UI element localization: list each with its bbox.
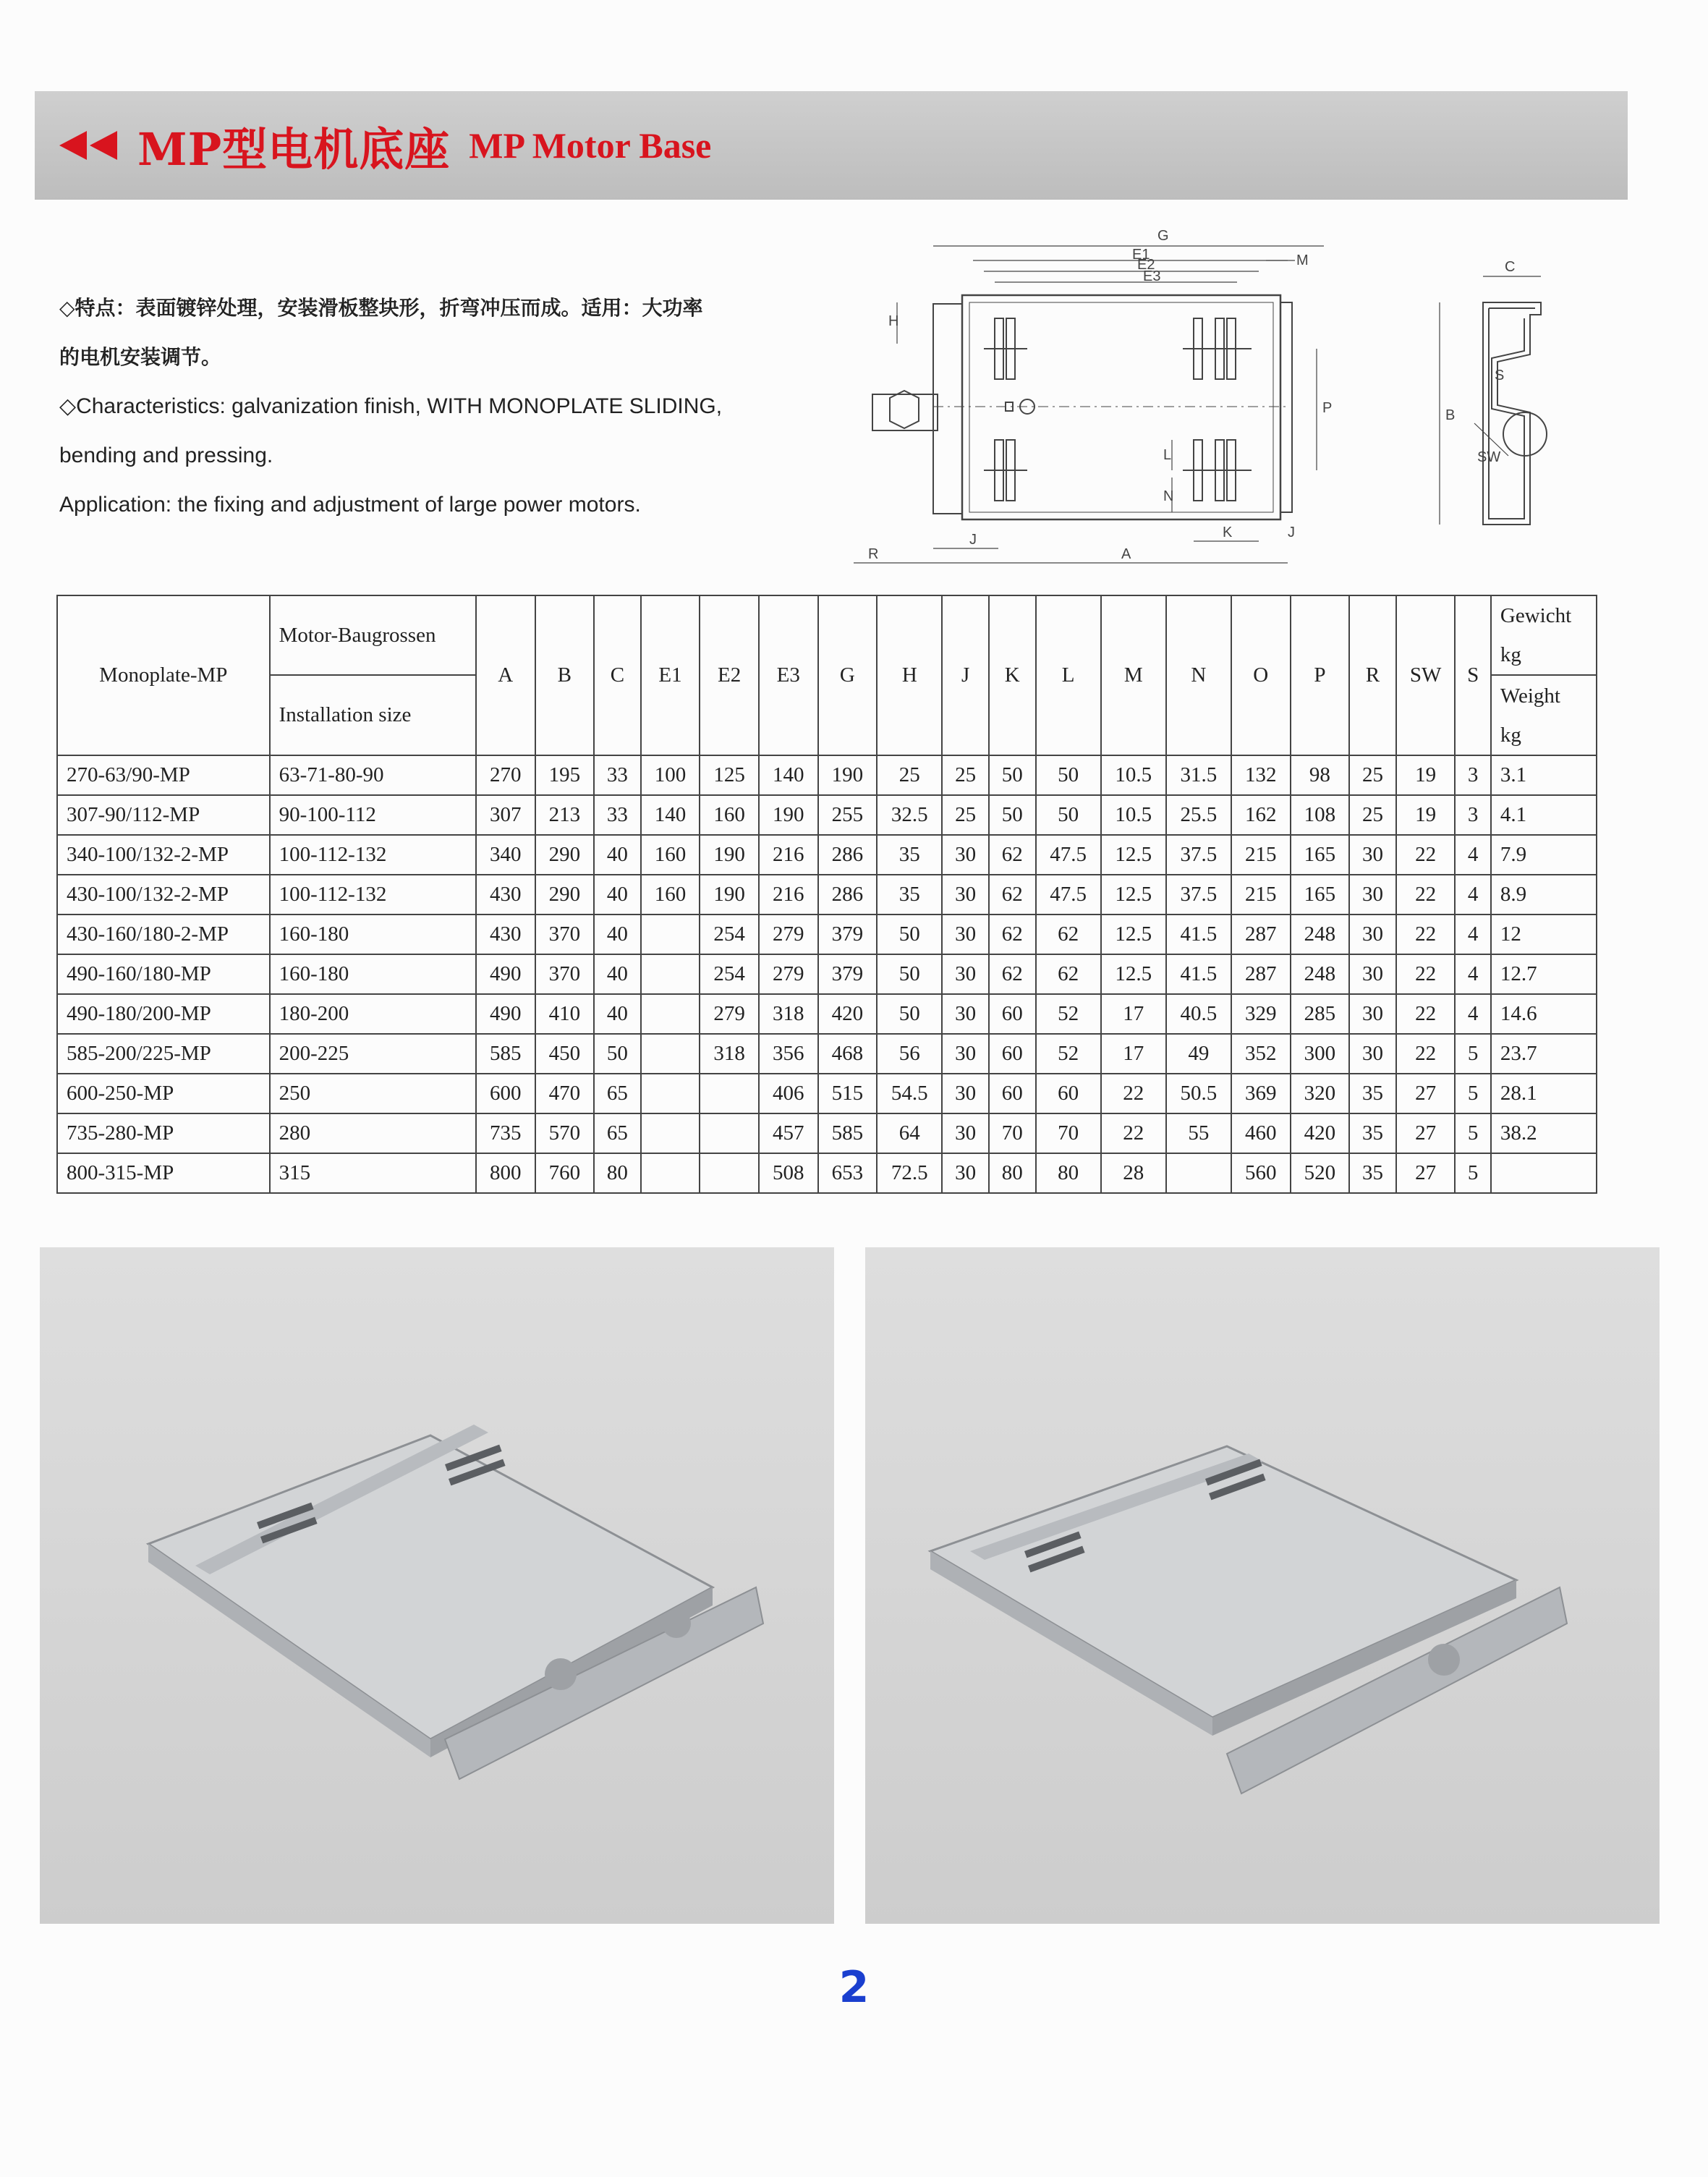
dimension-cell: 62 [1036,914,1101,954]
dimension-cell: 195 [535,755,595,795]
dimension-cell: 560 [1231,1153,1291,1193]
header-e3: E3 [759,595,818,755]
dimension-cell: 340 [476,835,535,875]
dimension-cell: 30 [1349,1034,1396,1074]
dimension-cell: 30 [1349,835,1396,875]
dimension-cell: 10.5 [1101,755,1166,795]
dimension-cell: 52 [1036,1034,1101,1074]
installation-size-cell: 160-180 [270,914,476,954]
dimension-cell: 35 [877,835,942,875]
dimension-cell: 406 [759,1074,818,1113]
dim-a-label: A [1121,546,1131,562]
dimension-cell: 160 [700,795,759,835]
dimension-cell: 22 [1396,914,1456,954]
dimension-cell: 508 [759,1153,818,1193]
dimension-cell: 32.5 [877,795,942,835]
dimension-cell: 329 [1231,994,1291,1034]
dimension-cell: 22 [1396,994,1456,1034]
dim-sw-label: SW [1477,449,1501,465]
dimension-cell: 165 [1291,875,1350,914]
dimension-cell: 307 [476,795,535,835]
dimension-cell: 62 [989,835,1036,875]
dim-e3-label: E3 [1143,268,1161,284]
dimension-cell: 165 [1291,835,1350,875]
dimension-cell: 5 [1455,1074,1490,1113]
dimension-cell: 287 [1231,954,1291,994]
weight-cell: 7.9 [1491,835,1597,875]
title-banner [35,91,1628,200]
dimension-cell: 468 [818,1034,878,1074]
dimension-cell: 430 [476,875,535,914]
dim-n-label: N [1163,488,1174,504]
dimension-cell: 4 [1455,954,1490,994]
dim-m-label: M [1296,253,1309,268]
features-cn-line1: ◇特点：表面镀锌处理，安装滑板整块形，折弯冲压而成。适用：大功率 [59,296,703,320]
dim-r-label: R [868,546,879,562]
dimension-cell: 22 [1396,1034,1456,1074]
dimension-cell: 279 [759,914,818,954]
dimension-cell: 4 [1455,835,1490,875]
dimension-cell: 370 [535,914,595,954]
characteristics-line2: bending and pressing. [59,444,273,467]
dimension-cell: 41.5 [1166,954,1231,994]
dimension-cell: 450 [535,1034,595,1074]
dimension-cell: 30 [942,1153,989,1193]
table-row [57,994,1597,1034]
characteristics-line1: ◇Characteristics: galvanization finish, WITH MONOPLATE SLIDING, [59,394,723,418]
dimension-cell: 285 [1291,994,1350,1034]
dimension-cell: 162 [1231,795,1291,835]
dimension-cell: 600 [476,1074,535,1113]
dimension-cell [1166,1153,1231,1193]
dimension-cell: 286 [818,835,878,875]
dimension-cell: 300 [1291,1034,1350,1074]
dimension-cell: 50 [877,954,942,994]
table-body [57,755,1597,1193]
weight-cell: 28.1 [1491,1074,1597,1113]
weight-cell [1491,1153,1597,1193]
dimension-cell: 60 [989,1074,1036,1113]
dimension-cell: 215 [1231,875,1291,914]
dimension-cell: 37.5 [1166,875,1231,914]
model-cell: 800-315-MP [57,1153,270,1193]
model-cell: 490-180/200-MP [57,994,270,1034]
table-row [57,755,1597,795]
dimension-cell: 25.5 [1166,795,1231,835]
dimension-cell: 25 [1349,755,1396,795]
dimension-cell: 320 [1291,1074,1350,1113]
table-row [57,1113,1597,1153]
installation-size-cell: 63-71-80-90 [270,755,476,795]
dimension-cell: 35 [1349,1074,1396,1113]
dimension-cell: 800 [476,1153,535,1193]
header-weight-de: Gewicht kg [1491,595,1597,675]
dimension-cell: 30 [1349,994,1396,1034]
dimension-cell: 22 [1396,835,1456,875]
dimension-cell: 19 [1396,795,1456,835]
header-c: C [594,595,641,755]
dimension-cell: 190 [759,795,818,835]
table-row [57,835,1597,875]
dim-h-label: H [888,313,899,329]
header-e1: E1 [641,595,700,755]
page-number: 2 [838,1962,870,2013]
dimension-cell: 356 [759,1034,818,1074]
dimension-cell: 65 [594,1074,641,1113]
dimension-cell: 460 [1231,1113,1291,1153]
dimension-cell: 254 [700,914,759,954]
dimension-cell: 30 [1349,954,1396,994]
dimension-cell: 12.5 [1101,914,1166,954]
dimension-cell: 30 [942,1074,989,1113]
dim-g-label: G [1157,228,1169,244]
dimension-cell: 19 [1396,755,1456,795]
table-row [57,1074,1597,1113]
model-cell: 600-250-MP [57,1074,270,1113]
dimension-cell: 520 [1291,1153,1350,1193]
dimension-cell: 255 [818,795,878,835]
dimension-cell: 56 [877,1034,942,1074]
dimension-cell: 40.5 [1166,994,1231,1034]
dimension-cell: 40 [594,994,641,1034]
dim-j2-label: J [1288,525,1295,540]
dimension-cell: 370 [535,954,595,994]
header-p: P [1291,595,1350,755]
dimension-cell: 28 [1101,1153,1166,1193]
dimension-cell: 290 [535,835,595,875]
header-k: K [989,595,1036,755]
dimension-cell: 50 [989,795,1036,835]
weight-cell: 12.7 [1491,954,1597,994]
dimension-cell: 37.5 [1166,835,1231,875]
dimension-cell: 27 [1396,1074,1456,1113]
dimension-cell: 190 [700,875,759,914]
dim-e1-label: E1 [1132,247,1150,263]
model-cell: 430-100/132-2-MP [57,875,270,914]
table-row [57,954,1597,994]
header-a: A [476,595,535,755]
dimension-cell: 30 [942,835,989,875]
dimension-cell: 80 [594,1153,641,1193]
dim-p-label: P [1322,400,1333,416]
dimension-cell: 98 [1291,755,1350,795]
dimension-cell: 160 [641,835,700,875]
dimension-cell: 50 [877,914,942,954]
header-s: S [1455,595,1490,755]
dimension-cell: 64 [877,1113,942,1153]
dim-c-label: C [1505,259,1516,275]
dimension-cell: 108 [1291,795,1350,835]
dimension-table [56,595,1597,1194]
dimension-cell: 27 [1396,1113,1456,1153]
dimension-cell: 318 [700,1034,759,1074]
title-english: MP Motor Base [469,125,712,166]
dimension-cell: 22 [1101,1074,1166,1113]
dimension-cell: 430 [476,914,535,954]
header-n: N [1166,595,1231,755]
dimension-cell: 216 [759,875,818,914]
table-row [57,1153,1597,1193]
dimension-cell: 40 [594,954,641,994]
features-cn-line2: 的电机安装调节。 [59,345,222,369]
dimension-cell [641,1153,700,1193]
model-cell: 340-100/132-2-MP [57,835,270,875]
table-row [57,1034,1597,1074]
dimension-cell: 420 [818,994,878,1034]
dimension-cell [700,1153,759,1193]
header-o: O [1231,595,1291,755]
dimension-cell: 213 [535,795,595,835]
installation-size-cell: 200-225 [270,1034,476,1074]
dimension-cell: 50 [1036,755,1101,795]
dim-b-label: B [1445,407,1456,423]
dimension-cell: 3 [1455,795,1490,835]
model-cell: 430-160/180-2-MP [57,914,270,954]
dimension-cell: 40 [594,914,641,954]
dimension-cell: 190 [818,755,878,795]
model-cell: 307-90/112-MP [57,795,270,835]
dimension-cell: 35 [1349,1113,1396,1153]
weight-cell: 8.9 [1491,875,1597,914]
weight-cell: 14.6 [1491,994,1597,1034]
dimension-cell: 50 [989,755,1036,795]
weight-cell: 3.1 [1491,755,1597,795]
dimension-cell: 254 [700,954,759,994]
header-e2: E2 [700,595,759,755]
dimension-cell: 17 [1101,994,1166,1034]
model-cell: 585-200/225-MP [57,1034,270,1074]
dimension-cell [641,1074,700,1113]
header-g: G [818,595,878,755]
dimension-cell: 190 [700,835,759,875]
dimension-cell: 33 [594,755,641,795]
header-r: R [1349,595,1396,755]
dimension-cell [700,1113,759,1153]
dimension-cell: 5 [1455,1034,1490,1074]
dimension-cell: 49 [1166,1034,1231,1074]
table-row [57,875,1597,914]
dimension-cell: 35 [1349,1153,1396,1193]
dimension-cell [641,914,700,954]
dimension-cell: 3 [1455,755,1490,795]
dimension-cell: 125 [700,755,759,795]
product-photo-1 [40,1247,834,1924]
installation-size-cell: 180-200 [270,994,476,1034]
dimension-cell: 35 [877,875,942,914]
dimension-cell: 30 [942,1034,989,1074]
dimension-cell: 160 [641,875,700,914]
dimension-cell: 140 [759,755,818,795]
dimension-cell [641,1034,700,1074]
dimension-cell: 80 [1036,1153,1101,1193]
dimension-cell: 62 [989,875,1036,914]
model-cell: 490-160/180-MP [57,954,270,994]
installation-size-cell: 280 [270,1113,476,1153]
dimension-cell: 216 [759,835,818,875]
dimension-cell: 50 [877,994,942,1034]
dimension-cell: 50 [1036,795,1101,835]
dimension-cell: 60 [989,1034,1036,1074]
table-row [57,795,1597,835]
dimension-cell: 30 [942,875,989,914]
dimension-cell: 62 [989,914,1036,954]
dimension-cell: 70 [989,1113,1036,1153]
dimension-cell: 287 [1231,914,1291,954]
dimension-cell: 248 [1291,954,1350,994]
dimension-cell: 570 [535,1113,595,1153]
header-size-en: Installation size [270,675,476,755]
dimension-cell: 369 [1231,1074,1291,1113]
dim-k-label: K [1223,525,1233,540]
header-b: B [535,595,595,755]
dimension-cell: 12.5 [1101,875,1166,914]
weight-cell: 4.1 [1491,795,1597,835]
double-arrow-icon [59,131,120,160]
dimension-cell [641,994,700,1034]
technical-drawing [854,217,1592,572]
dimension-cell: 41.5 [1166,914,1231,954]
dimension-cell: 52 [1036,994,1101,1034]
dimension-cell: 100 [641,755,700,795]
dimension-cell: 585 [476,1034,535,1074]
header-h: H [877,595,942,755]
dimension-cell: 30 [942,914,989,954]
dimension-cell: 585 [818,1113,878,1153]
weight-cell: 23.7 [1491,1034,1597,1074]
dimension-cell: 248 [1291,914,1350,954]
dimension-cell: 515 [818,1074,878,1113]
dimension-cell: 379 [818,954,878,994]
header-model: Monoplate-MP [57,595,270,755]
dimension-cell: 12.5 [1101,954,1166,994]
dimension-cell: 47.5 [1036,835,1101,875]
dimension-cell: 457 [759,1113,818,1153]
dimension-cell: 140 [641,795,700,835]
table-row [57,914,1597,954]
dimension-cell: 60 [989,994,1036,1034]
dimension-cell: 65 [594,1113,641,1153]
dimension-cell: 17 [1101,1034,1166,1074]
dimension-cell: 490 [476,954,535,994]
installation-size-cell: 100-112-132 [270,835,476,875]
dim-j-label: J [969,532,977,548]
dimension-cell: 379 [818,914,878,954]
dimension-cell: 352 [1231,1034,1291,1074]
dim-e2-label: E2 [1137,257,1155,273]
dimension-cell: 30 [1349,914,1396,954]
dimension-cell: 72.5 [877,1153,942,1193]
dimension-cell: 12.5 [1101,835,1166,875]
product-photo-2 [865,1247,1660,1924]
dimension-cell: 30 [1349,875,1396,914]
dimension-cell: 4 [1455,994,1490,1034]
dimension-cell: 4 [1455,875,1490,914]
dimension-cell: 22 [1396,875,1456,914]
dimension-cell: 22 [1101,1113,1166,1153]
dimension-cell: 70 [1036,1113,1101,1153]
title-chinese: MP型电机底座 [137,122,451,176]
dimension-cell: 60 [1036,1074,1101,1113]
dimension-cell: 25 [877,755,942,795]
dimension-cell: 55 [1166,1113,1231,1153]
dimension-cell: 31.5 [1166,755,1231,795]
dimension-cell: 215 [1231,835,1291,875]
dimension-cell [700,1074,759,1113]
weight-cell: 12 [1491,914,1597,954]
header-sw: SW [1396,595,1456,755]
dimension-cell: 62 [989,954,1036,994]
dimension-cell: 80 [989,1153,1036,1193]
dimension-cell: 410 [535,994,595,1034]
dimension-cell: 30 [942,994,989,1034]
installation-size-cell: 100-112-132 [270,875,476,914]
installation-size-cell: 315 [270,1153,476,1193]
dimension-cell: 760 [535,1153,595,1193]
dimension-cell: 420 [1291,1113,1350,1153]
model-cell: 270-63/90-MP [57,755,270,795]
dimension-cell: 490 [476,994,535,1034]
dim-l-label: L [1163,447,1172,463]
dimension-cell: 30 [942,954,989,994]
dimension-cell: 5 [1455,1113,1490,1153]
dimension-cell: 270 [476,755,535,795]
dimension-cell: 5 [1455,1153,1490,1193]
application-line: Application: the fixing and adjustment of large power motors. [59,493,641,517]
dimension-cell: 653 [818,1153,878,1193]
dimension-cell: 279 [700,994,759,1034]
dimension-cell: 318 [759,994,818,1034]
header-size-de: Motor-Baugrossen [270,595,476,675]
dimension-cell: 50.5 [1166,1074,1231,1113]
dimension-cell: 132 [1231,755,1291,795]
dimension-cell: 4 [1455,914,1490,954]
dimension-cell: 54.5 [877,1074,942,1113]
dimension-cell: 470 [535,1074,595,1113]
dimension-cell: 33 [594,795,641,835]
dimension-cell: 27 [1396,1153,1456,1193]
dimension-cell: 290 [535,875,595,914]
installation-size-cell: 250 [270,1074,476,1113]
dimension-cell: 286 [818,875,878,914]
dimension-cell: 735 [476,1113,535,1153]
header-l: L [1036,595,1101,755]
header-weight-en: Weight kg [1491,675,1597,755]
header-j: J [942,595,989,755]
dimension-cell: 22 [1396,954,1456,994]
dimension-cell: 40 [594,875,641,914]
dimension-cell: 62 [1036,954,1101,994]
product-description [59,284,812,530]
dimension-cell: 25 [942,795,989,835]
dimension-cell [641,954,700,994]
dimension-cell: 47.5 [1036,875,1101,914]
dimension-cell: 50 [594,1034,641,1074]
model-cell: 735-280-MP [57,1113,270,1153]
dimension-cell: 30 [942,1113,989,1153]
dimension-cell: 25 [942,755,989,795]
header-m: M [1101,595,1166,755]
dim-s-label: S [1495,368,1505,383]
dimension-cell: 40 [594,835,641,875]
dimension-cell: 10.5 [1101,795,1166,835]
dimension-cell: 279 [759,954,818,994]
dimension-cell [641,1113,700,1153]
installation-size-cell: 160-180 [270,954,476,994]
installation-size-cell: 90-100-112 [270,795,476,835]
dimension-cell: 25 [1349,795,1396,835]
weight-cell: 38.2 [1491,1113,1597,1153]
